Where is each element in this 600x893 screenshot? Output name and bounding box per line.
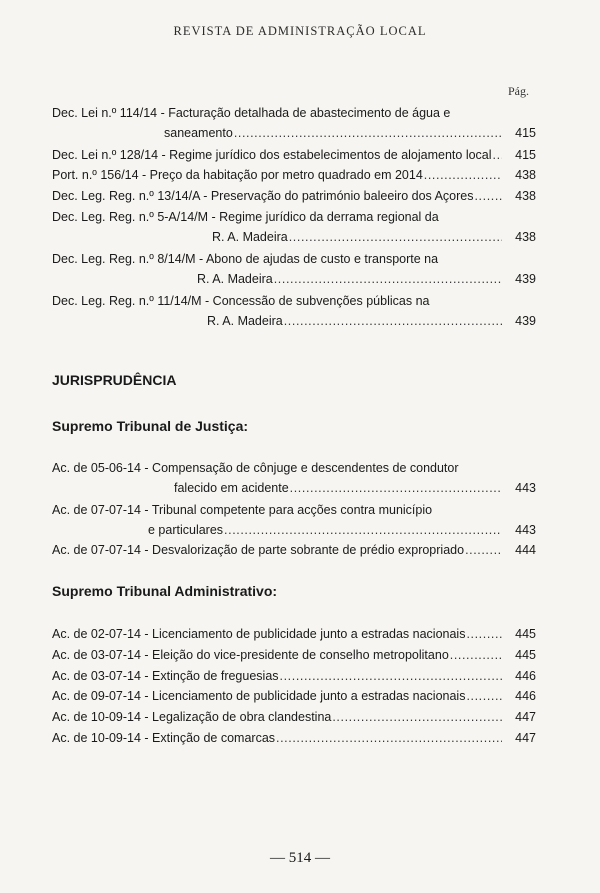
page-number: — 514 — [270, 850, 330, 866]
toc-entry [52, 500, 536, 540]
dot-leader [332, 707, 502, 727]
toc-entry [52, 728, 536, 748]
dot-leader [280, 666, 502, 686]
toc-entry-title: Ac. de 02-07-14 - Licenciamento de publicidade junto a estradas nacionais [52, 627, 466, 641]
dot-leader [424, 165, 502, 185]
toc-entry-page: 438 [515, 230, 536, 244]
dot-leader [290, 478, 502, 498]
dot-leader [274, 269, 502, 289]
toc-entry [52, 186, 536, 206]
toc-entry-title: Dec. Lei n.º 128/14 - Regime jurídico dos estabelecimentos de alojamento local [52, 148, 492, 162]
dot-leader [466, 624, 502, 644]
running-header: REVISTA DE ADMINISTRAÇÃO LOCAL [173, 24, 427, 38]
toc-entry-title: Ac. de 07-07-14 - Tribunal competente para acções contra município [52, 503, 433, 517]
toc-entry-page: 443 [515, 481, 536, 495]
toc-entry [52, 145, 536, 165]
toc-entry-title: Ac. de 07-07-14 - Desvalorização de parte sobrante de prédio expropriado [52, 543, 465, 557]
subsection-heading: Supremo Tribunal de Justiça: [52, 418, 249, 434]
toc-entry-title: R. A. Madeira [212, 230, 288, 244]
toc-entry-page: 439 [515, 314, 536, 328]
toc-entry-title: Dec. Leg. Reg. n.º 13/14/A - Preservação do património baleeiro dos Açores [52, 189, 474, 203]
toc-entry [52, 707, 536, 727]
subsection-heading: Supremo Tribunal Administrativo: [52, 583, 278, 599]
toc-entry-title: Port. n.º 156/14 - Preço da habitação por metro quadrado em 2014 [52, 168, 423, 182]
toc-entry-title: e particulares [148, 523, 224, 537]
toc-entry [52, 540, 536, 560]
section-heading: JURISPRUDÊNCIA [52, 372, 177, 388]
toc-entry-page: 415 [515, 126, 536, 140]
toc-entry-title: saneamento [164, 126, 233, 140]
toc-entry [52, 624, 536, 644]
toc-entry [52, 165, 536, 185]
dot-leader [234, 123, 502, 143]
dot-leader [289, 227, 502, 247]
toc-entry [52, 291, 536, 331]
toc-entry-page: 446 [515, 689, 536, 703]
toc-entry-page: 438 [515, 189, 536, 203]
page-column-label: Pág. [508, 84, 529, 98]
toc-entry-title: Ac. de 09-07-14 - Licenciamento de publicidade junto a estradas nacionais [52, 689, 466, 703]
dot-leader [276, 728, 502, 748]
toc-entry-title: Dec. Lei n.º 114/14 - Facturação detalhada de abastecimento de água e [52, 106, 451, 120]
toc-entry-page: 439 [515, 272, 536, 286]
toc-entry [52, 458, 536, 498]
toc-entry-page: 446 [515, 669, 536, 683]
toc-entry-title: Ac. de 05-06-14 - Compensação de cônjuge e descendentes de condutor [52, 461, 459, 475]
toc-entry-page: 447 [515, 710, 536, 724]
toc-entry-title: Ac. de 10-09-14 - Legalização de obra clandestina [52, 710, 332, 724]
toc-entry [52, 666, 536, 686]
toc-entry-page: 443 [515, 523, 536, 537]
dot-leader [284, 311, 502, 331]
toc-entry-page: 447 [515, 731, 536, 745]
toc-entry [52, 686, 536, 706]
toc-entry [52, 249, 536, 289]
toc-entry-title: Ac. de 03-07-14 - Extinção de freguesias [52, 669, 279, 683]
toc-entry-title: Ac. de 03-07-14 - Eleição do vice-presidente de conselho metropolitano [52, 648, 449, 662]
toc-entry-title: Dec. Leg. Reg. n.º 11/14/M - Concessão de subvenções públicas na [52, 294, 430, 308]
dot-leader [493, 145, 502, 165]
toc-entry-title: Dec. Leg. Reg. n.º 8/14/M - Abono de ajudas de custo e transporte na [52, 252, 439, 266]
toc-entry-page: 415 [515, 148, 536, 162]
toc-entry-title: falecido em acidente [174, 481, 289, 495]
toc-entry-title: R. A. Madeira [197, 272, 273, 286]
toc-entry [52, 645, 536, 665]
toc-entry-page: 444 [515, 543, 536, 557]
dot-leader [465, 540, 502, 560]
toc-entry-title: Dec. Leg. Reg. n.º 5-A/14/M - Regime jurídico da derrama regional da [52, 210, 439, 224]
toc-entry-page: 445 [515, 627, 536, 641]
toc-entry-title: Ac. de 10-09-14 - Extinção de comarcas [52, 731, 276, 745]
toc-entry-page: 438 [515, 168, 536, 182]
toc-entry-page: 445 [515, 648, 536, 662]
toc-entry-title: R. A. Madeira [207, 314, 283, 328]
dot-leader [466, 686, 502, 706]
toc-entry [52, 103, 536, 143]
dot-leader [474, 186, 502, 206]
dot-leader [450, 645, 502, 665]
toc-entry [52, 207, 536, 247]
dot-leader [224, 520, 502, 540]
